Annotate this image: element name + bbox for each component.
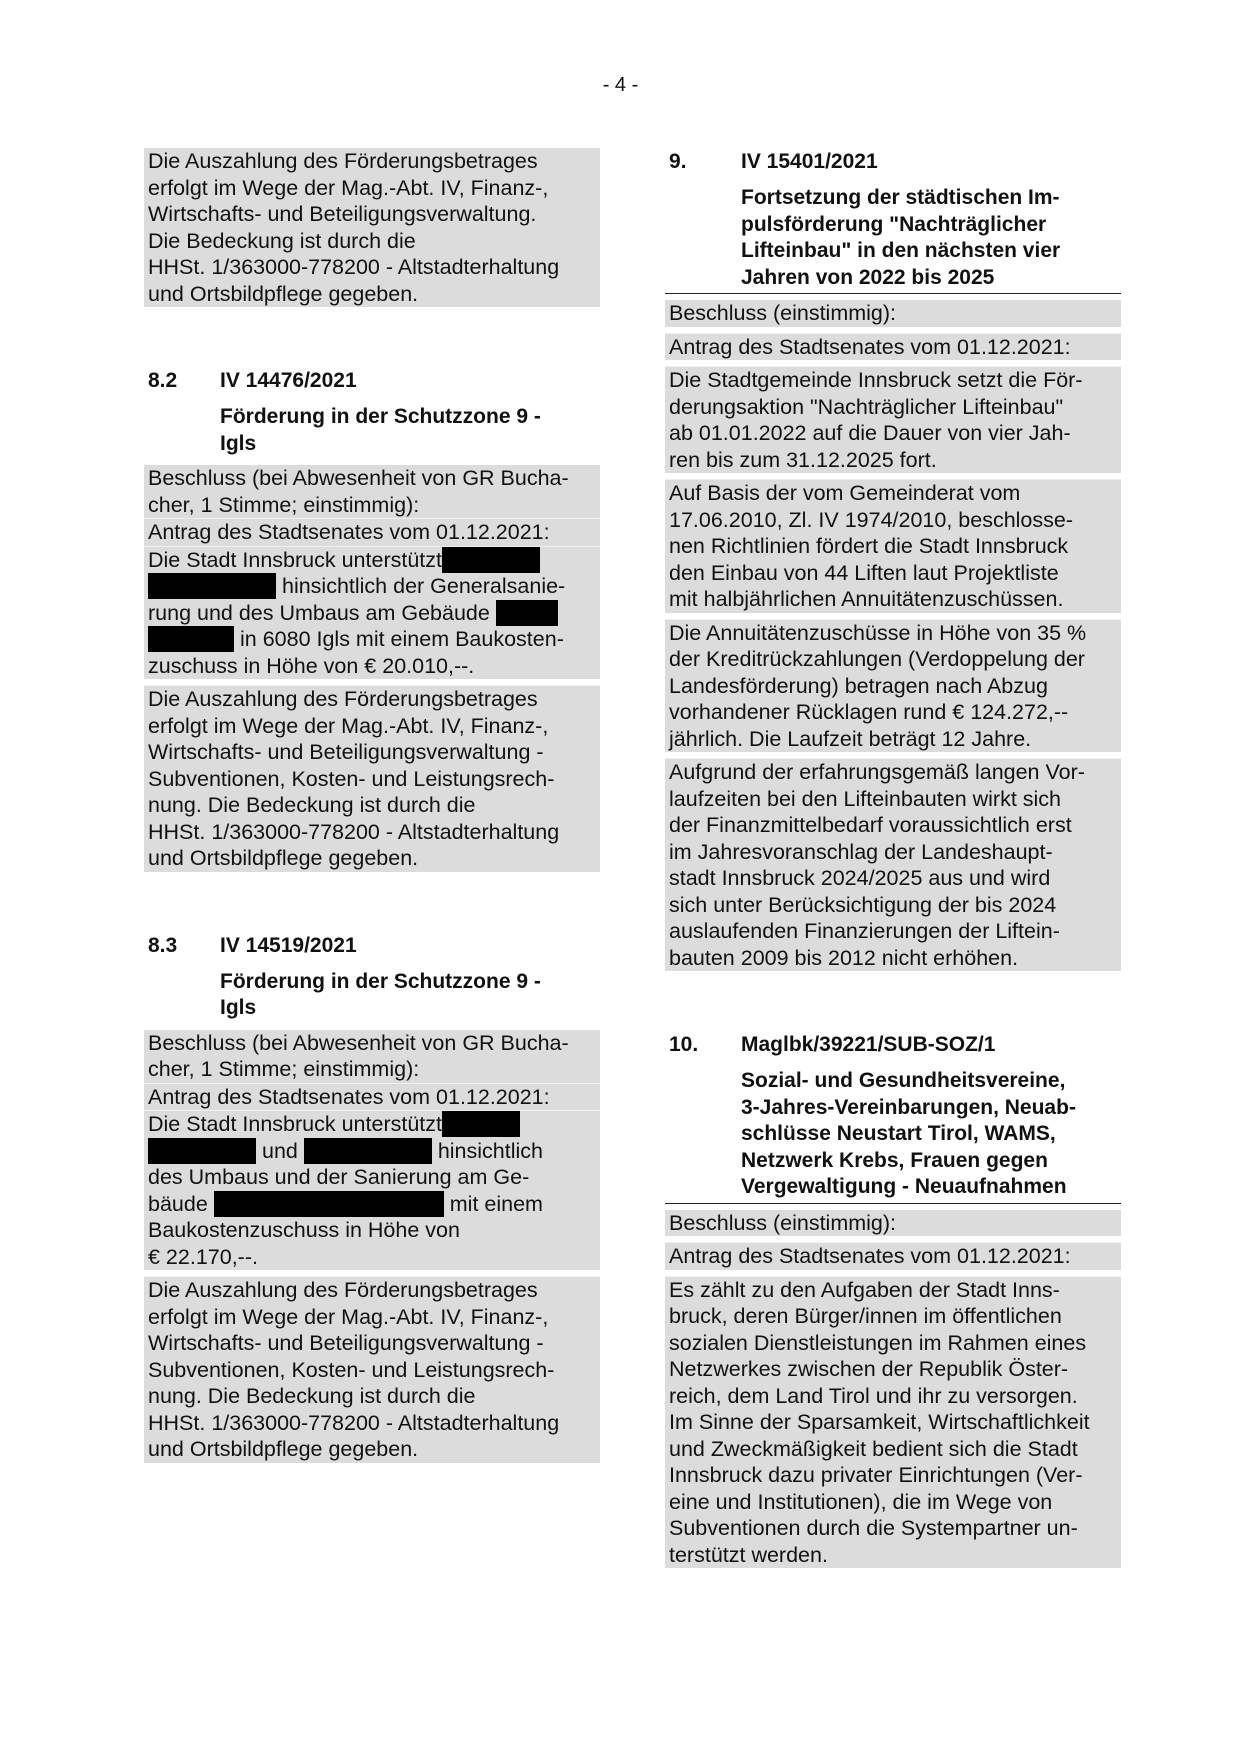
paragraph: Es zählt zu den Aufgaben der Stadt Inns- bruck, deren Bürger/innen im öffentlichen sozialen Dienstleistungen im Rahmen eines Netzwerkes zwischen der Republik Öster- reich, dem Land Tirol und ihr zu versorgen. Im Sinne der Sparsamkeit, Wirtschaftlichkeit und Zweckmäßigkeit bedient sich die Stadt Innsbruck dazu privater Einrichtungen (Ver- eine und Institutionen), die im Wege von Subventionen durch die Systempartner un- terstützt werden. — [665, 1276, 1121, 1569]
section-reference: IV 14519/2021 — [220, 933, 357, 957]
left-column — [144, 148, 600, 1471]
right-column — [665, 148, 1121, 1576]
text-fragment: bäude — [148, 1191, 208, 1216]
text-fragment: Baukostenzuschuss in Höhe von — [148, 1218, 460, 1242]
page-number: - 4 - — [602, 74, 639, 96]
text-fragment: in 6080 Igls mit einem Baukosten- — [239, 627, 564, 651]
support-text — [144, 1110, 600, 1270]
text-fragment: hinsichtlich — [437, 1138, 543, 1163]
section-title: Sozial- und Gesundheitsvereine, 3-Jahres-Vereinbarungen, Neuab- schlüsse Neustart Tirol, WAMS, Netzwerk Krebs, Frauen gegen Vergewaltigung - Neuaufnahmen — [665, 1068, 1121, 1204]
section-title: Fortsetzung der städtischen Im- pulsförderung "Nachträglicher Lifteinbau" in den nächsten vier Jahren von 2022 bis 2025 — [665, 185, 1121, 294]
section-10-heading — [665, 1031, 1121, 1058]
text-fragment: mit einem — [449, 1191, 543, 1216]
section-9-heading — [665, 148, 1121, 175]
antrag-text: Antrag des Stadtsenates vom 01.12.2021: — [665, 333, 1121, 361]
text-fragment: des Umbaus und der Sanierung am Ge- — [148, 1165, 530, 1189]
text-fragment: Die Stadt Innsbruck unterstützt — [148, 547, 442, 572]
section-number: 10. — [669, 1033, 699, 1056]
redaction-block — [442, 1111, 520, 1137]
text-fragment: Die Stadt Innsbruck unterstützt — [148, 1112, 442, 1136]
paragraph: Die Annuitätenzuschüsse in Höhe von 35 % der Kreditrückzahlungen (Verdoppelung der Landesförderung) betragen nach Abzug vorhandener Rücklagen rund € 124.272,-- jährlich. Die Laufzeit beträgt 12 Jahre. — [665, 619, 1121, 753]
section-reference: IV 15401/2021 — [741, 150, 878, 173]
redaction-block — [148, 573, 276, 599]
redaction-block — [214, 1191, 444, 1217]
beschluss-text: Beschluss (einstimmig): — [665, 300, 1121, 327]
section-title: Förderung in der Schutzzone 9 - Igls — [220, 969, 541, 1019]
text-fragment: zuschuss in Höhe von € 20.010,--. — [148, 653, 475, 678]
section-title: Förderung in der Schutzzone 9 - Igls — [220, 405, 541, 455]
paragraph: Auf Basis der vom Gemeinderat vom 17.06.2010, Zl. IV 1974/2010, beschlosse- nen Richtlinien fördert die Stadt Innsbruck den Einbau von 44 Liften laut Projektliste mit halbjährlichen Annuitätenzuschüssen. — [665, 479, 1121, 613]
text-fragment: € 22.170,--. — [148, 1244, 258, 1269]
antrag-text: Antrag des Stadtsenates vom 01.12.2021: — [665, 1242, 1121, 1270]
antrag-text: Antrag des Stadtsenates vom 01.12.2021: — [144, 1083, 600, 1111]
redaction-block — [148, 1138, 256, 1164]
section-reference: Maglbk/39221/SUB-SOZ/1 — [741, 1033, 996, 1056]
section-8-2-heading — [144, 367, 600, 394]
section-8-3-heading — [144, 932, 600, 959]
section-reference: IV 14476/2021 — [220, 369, 357, 392]
intro-payment-box: Die Auszahlung des Förderungsbetrages erfolgt im Wege der Mag.-Abt. IV, Finanz-, Wirtschafts- und Beteiligungsverwaltung. Die Bedeckung ist durch die HHSt. 1/363000-778200 - Altstadterhaltung und Ortsbildpflege gegeben. — [144, 148, 600, 307]
section-number: 9. — [669, 150, 687, 173]
section-number: 8.2 — [148, 369, 178, 392]
redaction-block — [496, 600, 558, 626]
antrag-text: Antrag des Stadtsenates vom 01.12.2021: — [144, 518, 600, 546]
text-fragment: hinsichtlich der Generalsanie- — [281, 574, 566, 598]
text-fragment: rung und des Umbaus am Gebäude — [148, 600, 490, 625]
redaction-block — [442, 547, 540, 573]
payment-text: Die Auszahlung des Förderungsbetrages erfolgt im Wege der Mag.-Abt. IV, Finanz-, Wirtschafts- und Beteiligungsverwaltung - Subventionen, Kosten- und Leistungsrech- nung. Die Bedeckung ist durch die HHSt. 1/363000-778200 - Altstadterhaltung und Ortsbildpflege gegeben. — [144, 1276, 600, 1463]
support-text — [144, 546, 600, 680]
beschluss-text: Beschluss (bei Abwesenheit von GR Bucha- cher, 1 Stimme; einstimmig): — [144, 465, 600, 518]
section-number: 8.3 — [148, 933, 178, 957]
paragraph: Die Stadtgemeinde Innsbruck setzt die För- derungsaktion "Nachträglicher Lifteinbau" ab 01.01.2022 auf die Dauer von vier Jah- ren bis zum 31.12.2025 fort. — [665, 366, 1121, 473]
redaction-block — [304, 1138, 432, 1164]
beschluss-text: Beschluss (bei Abwesenheit von GR Bucha- cher, 1 Stimme; einstimmig): — [144, 1030, 600, 1083]
redaction-block — [148, 626, 234, 652]
text-fragment: und — [261, 1138, 298, 1163]
payment-text: Die Auszahlung des Förderungsbetrages erfolgt im Wege der Mag.-Abt. IV, Finanz-, Wirtschafts- und Beteiligungsverwaltung - Subventionen, Kosten- und Leistungsrech- nung. Die Bedeckung ist durch die HHSt. 1/363000-778200 - Altstadterhaltung und Ortsbildpflege gegeben. — [144, 685, 600, 872]
paragraph: Aufgrund der erfahrungsgemäß langen Vor- laufzeiten bei den Lifteinbauten wirkt sich der Finanzmittelbedarf voraussichtlich erst im Jahresvoranschlag der Landeshaupt- stadt Innsbruck 2024/2025 aus und wird sich unter Berücksichtigung der bis 2024 auslaufenden Finanzierungen der Liftein- bauten 2009 bis 2012 nicht erhöhen. — [665, 758, 1121, 971]
beschluss-text: Beschluss (einstimmig): — [665, 1210, 1121, 1237]
